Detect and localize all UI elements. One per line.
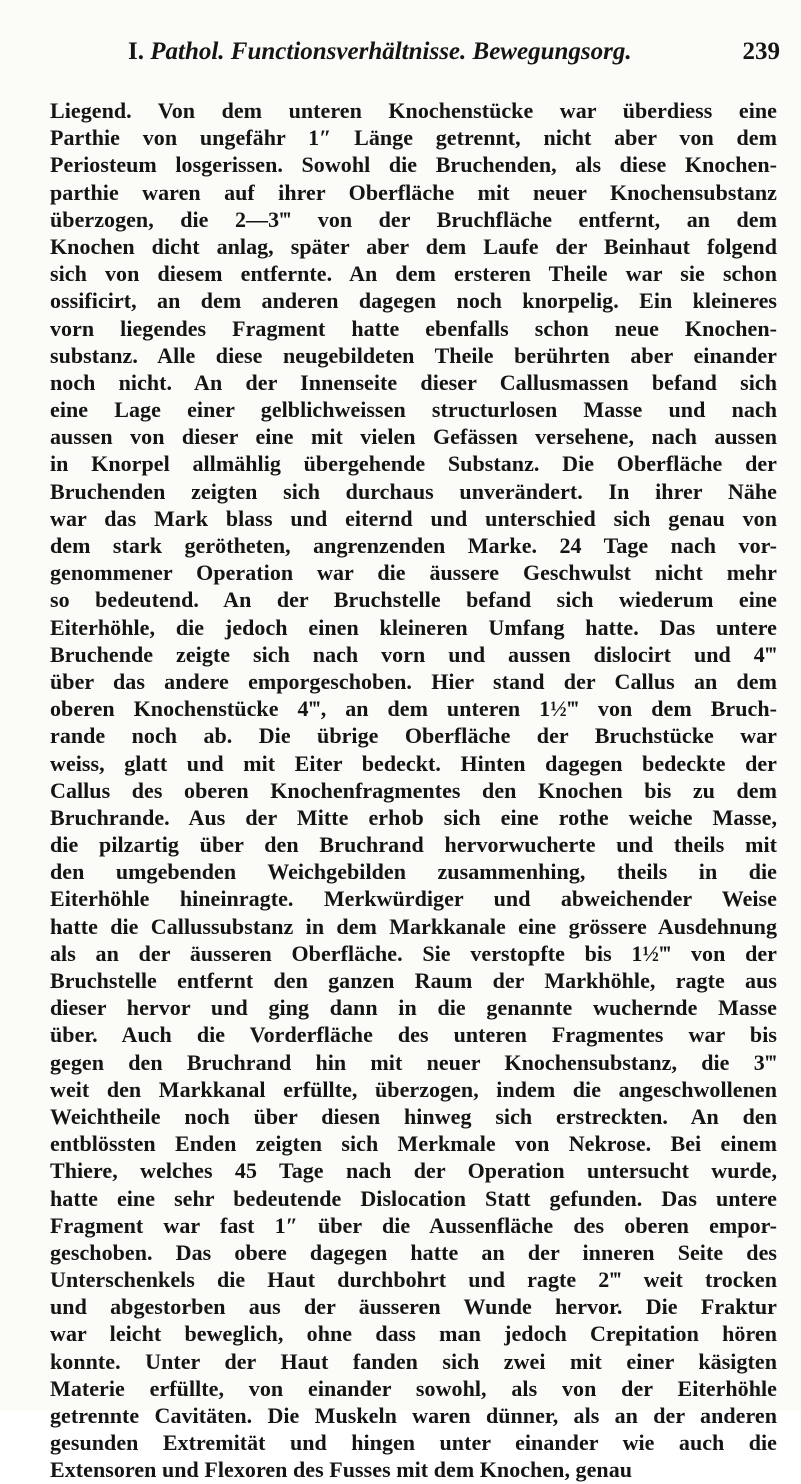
text-line: so bedeutend. An der Bruchstelle befand sich wiederum eine [50,587,777,613]
text-line: konnte. Unter der Haut fanden sich zwei mit einer käsigten [50,1348,777,1374]
text-line: Periosteum losgerissen. Sowohl die Bruchenden, als diese Knochen- [50,152,777,178]
text-line: eine Lage einer gelblichweissen structurlosen Masse und nach [50,397,777,423]
text-line: aussen von dieser eine mit vielen Gefässen versehene, nach aussen [50,424,777,450]
text-line: substanz. Alle diese neugebildeten Theile berührten aber einander [50,342,777,368]
text-line: noch nicht. An der Innenseite dieser Callusmassen befand sich [50,369,777,395]
text-line: gesunden Extremität und hingen unter einander wie auch die [50,1430,777,1456]
running-title: Pathol. Functionsverhältnisse. Bewegungsorg. [150,38,632,65]
text-line: in Knorpel allmählig übergehende Substanz. Die Oberfläche der [50,451,777,477]
text-line: Fragment war fast 1″ über die Aussenfläche des oberen empor- [50,1212,777,1238]
text-line: hatte eine sehr bedeutende Dislocation Statt gefunden. Das untere [50,1185,777,1211]
text-line: Extensoren und Flexoren des Fusses mit dem Knochen, genau [50,1457,633,1483]
text-line: Materie erfüllte, von einander sowohl, als von der Eiterhöhle [50,1375,777,1401]
text-line: Unterschenkels die Haut durchbohrt und ragte 2‴ weit trocken [50,1267,777,1293]
text-line: Eiterhöhle, die jedoch einen kleineren Umfang hatte. Das untere [50,614,777,640]
text-line: war leicht beweglich, ohne dass man jedoch Crepitation hören [50,1321,777,1347]
text-line: hatte die Callussubstanz in dem Markkanale eine grössere Ausdehnung [50,913,777,939]
text-line: den umgebenden Weichgebilden zusammenhing, theils in die [50,859,777,885]
text-line: weit den Markkanal erfüllte, überzogen, indem die angeschwollenen [50,1076,777,1102]
text-line: vorn liegendes Fragment hatte ebenfalls schon neue Knochen- [50,315,777,341]
section-number: I. [128,38,144,65]
text-line: weiss, glatt und mit Eiter bedeckt. Hinten dagegen bedeckte der [50,750,777,776]
page-number: 239 [742,38,780,65]
text-line: oberen Knochenstücke 4‴, an dem unteren 1½‴ von dem Bruch- [50,696,777,722]
text-line: geschoben. Das obere dagegen hatte an der inneren Seite des [50,1239,777,1265]
text-line: getrennte Cavitäten. Die Muskeln waren dünner, als an der anderen [50,1403,777,1428]
body-paragraph [50,97,777,1484]
text-line: Callus des oberen Knochenfragmentes den Knochen bis zu dem [50,777,777,803]
text-line: Liegend. Von dem unteren Knochenstücke war überdiess eine [50,98,777,123]
text-line: entblössten Enden zeigten sich Merkmale von Nekrose. Bei einem [50,1131,777,1157]
text-line: die pilzartig über den Bruchrand hervorwucherte und theils mit [50,832,777,858]
text-line: Bruchstelle entfernt den ganzen Raum der Markhöhle, ragte aus [50,968,777,993]
text-line: und abgestorben aus der äusseren Wunde hervor. Die Fraktur [50,1294,777,1320]
text-line: Eiterhöhle hineinragte. Merkwürdiger und abweichender Weise [50,886,777,912]
text-line: parthie waren auf ihrer Oberfläche mit neuer Knochensubstanz [50,179,777,205]
text-line: Bruchende zeigte sich nach vorn und aussen dislocirt und 4‴ [50,641,777,667]
running-header [128,38,780,72]
text-line: Weichtheile noch über diesen hinweg sich erstreckten. An den [50,1103,777,1129]
text-line: Bruchrande. Aus der Mitte erhob sich eine rothe weiche Masse, [50,804,777,830]
text-line: dieser hervor und ging dann in die genannte wuchernde Masse [50,995,777,1021]
text-line: gegen den Bruchrand hin mit neuer Knochensubstanz, die 3‴ [50,1049,777,1075]
text-line: Thiere, welches 45 Tage nach der Operation untersucht wurde, [50,1158,777,1184]
text-line: genommener Operation war die äussere Geschwulst nicht mehr [50,560,777,586]
text-line: überzogen, die 2—3‴ von der Bruchfläche entfernt, an dem [50,206,777,232]
text-line: über. Auch die Vorderfläche des unteren Fragmentes war bis [50,1022,777,1048]
text-line: Knochen dicht anlag, später aber dem Laufe der Beinhaut folgend [50,233,777,259]
text-line: war das Mark blass und eiternd und unterschied sich genau von [50,505,777,531]
text-line: über das andere emporgeschoben. Hier stand der Callus an dem [50,668,777,694]
text-line: Parthie von ungefähr 1″ Länge getrennt, nicht aber von dem [50,125,777,151]
text-line: sich von diesem entfernte. An dem ersteren Theile war sie schon [50,261,777,287]
text-line: Bruchenden zeigten sich durchaus unverändert. In ihrer Nähe [50,478,777,504]
text-line: als an der äusseren Oberfläche. Sie verstopfte bis 1½‴ von der [50,940,777,966]
text-line: dem stark gerötheten, angrenzenden Marke. 24 Tage nach vor- [50,533,777,558]
text-line: rande noch ab. Die übrige Oberfläche der Bruchstücke war [50,723,777,749]
text-line: ossificirt, an dem anderen dagegen noch knorpelig. Ein kleineres [50,288,777,314]
